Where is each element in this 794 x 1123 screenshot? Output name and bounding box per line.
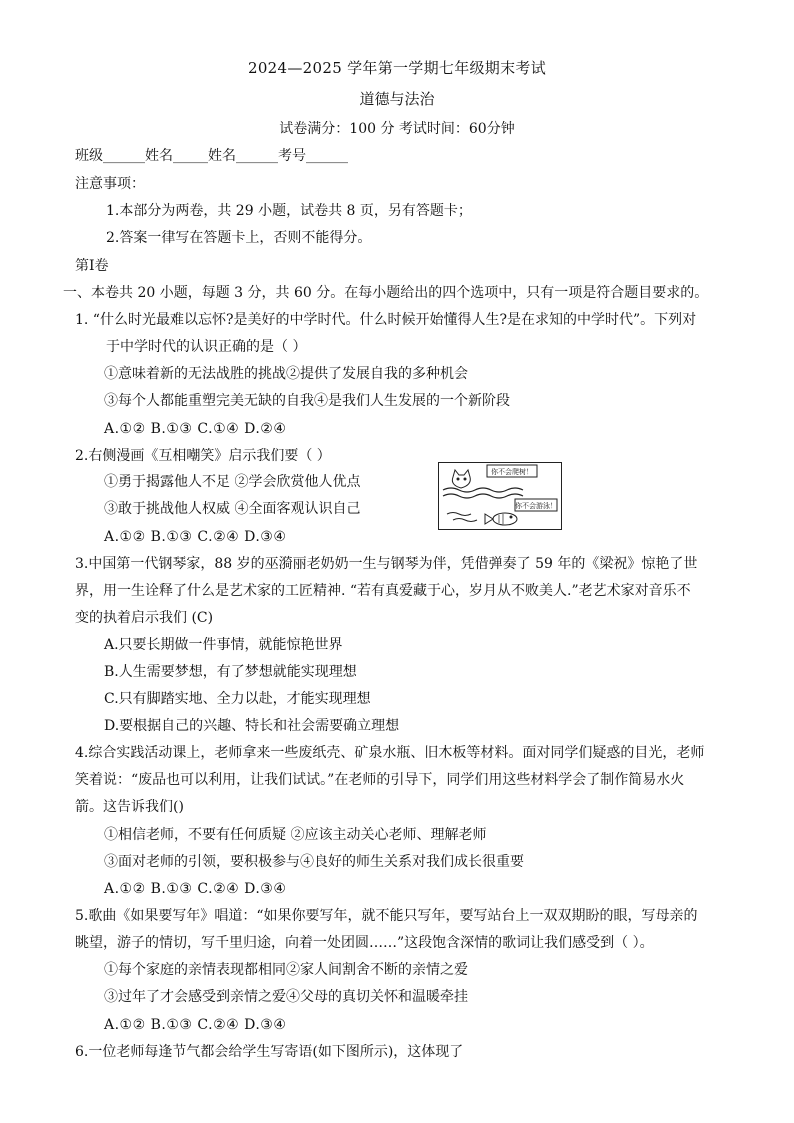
q3-option-d: D.要根据自己的兴趣、特长和社会需要确立理想 — [104, 718, 400, 734]
q3-stem-cont: 界，用一生诠释了什么是艺术家的工匠精神. “若有真爱藏于心，岁月从不败美人.”老艺术家对音乐不 — [75, 583, 691, 599]
cartoon-bubble-1: 你不会爬树！ — [491, 468, 533, 476]
q3-stem: 3.中国第一代钢琴家，88 岁的巫漪丽老奶奶一生与钢琴为伴，凭借弹奏了 59 年的《梁祝》惊艳了世 — [75, 556, 698, 572]
q2-statements: ①勇于揭露他人不足 ②学会欣赏他人优点 — [104, 474, 361, 490]
q2-stem: 2.右侧漫画《互相嘲笑》启示我们要（ ） — [75, 448, 331, 464]
section-instruction: 一、本卷共 20 小题，每题 3 分，共 60 分。在每小题给出的四个选项中，只有一项是符合题目要求的。 — [63, 285, 709, 301]
q2-statements: ③敢于挑战他人权威 ④全面客观认识自己 — [104, 501, 361, 517]
q5-statements: ①每个家庭的亲情表现都相同②家人间割舍不断的亲情之爱 — [104, 962, 468, 978]
q4-stem-cont: 箭。这告诉我们() — [75, 799, 184, 815]
exam-meta: 试卷满分：100 分 考试时间：60分钟 — [279, 121, 515, 137]
subject-title: 道德与法治 — [359, 90, 435, 108]
q1-options: A.①② B.①③ C.①④ D.②④ — [104, 421, 287, 437]
q4-options: A.①② B.①③ C.②④ D.③④ — [104, 881, 287, 897]
notice-heading: 注意事项： — [75, 176, 145, 192]
fish-icon — [485, 513, 517, 525]
notice-item: 1.本部分为两卷，共 29 小题，试卷共 8 页，另有答题卡； — [106, 203, 472, 219]
q5-statements: ③过年了才会感受到亲情之爱④父母的真切关怀和温暖牵挂 — [104, 989, 468, 1005]
q4-statements: ①相信老师，不要有任何质疑 ②应该主动关心老师、理解老师 — [104, 827, 487, 843]
q1-statements: ③每个人都能重塑完美无缺的自我④是我们人生发展的一个新阶段 — [104, 393, 510, 409]
q1-stem-cont: 于中学时代的认识正确的是（ ） — [106, 339, 307, 355]
q3-option-b: B.人生需要梦想，有了梦想就能实现理想 — [104, 664, 357, 680]
cartoon-mutual-mockery — [438, 462, 562, 530]
q6-stem: 6.一位老师每逢节气都会给学生写寄语(如下图所示)，这体现了 — [75, 1044, 464, 1060]
cat-icon — [452, 470, 470, 488]
q1-stem: 1. “什么时光最难以忘怀?是美好的中学时代。什么时候开始懂得人生?是在求知的中学时代”。下列对 — [75, 312, 697, 328]
exam-title: 2024—2025 学年第一学期七年级期末考试 — [247, 59, 547, 77]
q2-options: A.①② B.①③ C.②④ D.③④ — [104, 529, 287, 545]
q3-option-c: C.只有脚踏实地、全力以赴，才能实现理想 — [104, 691, 371, 707]
q5-stem: 5.歌曲《如果要写年》唱道：“如果你要写年，就不能只写年，要写站台上一双双期盼的眼，写母亲的 — [75, 908, 698, 924]
q5-options: A.①② B.①③ C.②④ D.③④ — [104, 1017, 287, 1033]
cartoon-bubble-2: 你不会游泳！ — [515, 502, 557, 510]
q4-statements: ③面对老师的引领，要积极参与④良好的师生关系对我们成长很重要 — [104, 854, 524, 870]
q3-option-a: A.只要长期做一件事情，就能惊艳世界 — [104, 637, 343, 653]
q4-stem: 4.综合实践活动课上，老师拿来一些废纸壳、矿泉水瓶、旧木板等材料。面对同学们疑惑的目光，老师 — [75, 745, 705, 761]
q4-stem-cont: 笑着说：“废品也可以利用，让我们试试。”在老师的引导下，同学们用这些材料学会了制作简易水火 — [75, 772, 685, 788]
section-label: 第Ⅰ卷 — [75, 258, 109, 274]
student-info-fields: 班级______姓名_____姓名______考号______ — [75, 148, 348, 164]
notice-item: 2.答案一律写在答题卡上，否则不能得分。 — [106, 230, 372, 246]
q5-stem-cont: 眺望，游子的情切，写千里归途，向着一处团圆……”这段饱含深情的歌词让我们感受到（ ）。 — [75, 935, 654, 951]
q3-stem-cont: 变的执着启示我们 (C) — [75, 610, 214, 626]
q1-statements: ①意味着新的无法战胜的挑战②提供了发展自我的多种机会 — [104, 366, 468, 382]
